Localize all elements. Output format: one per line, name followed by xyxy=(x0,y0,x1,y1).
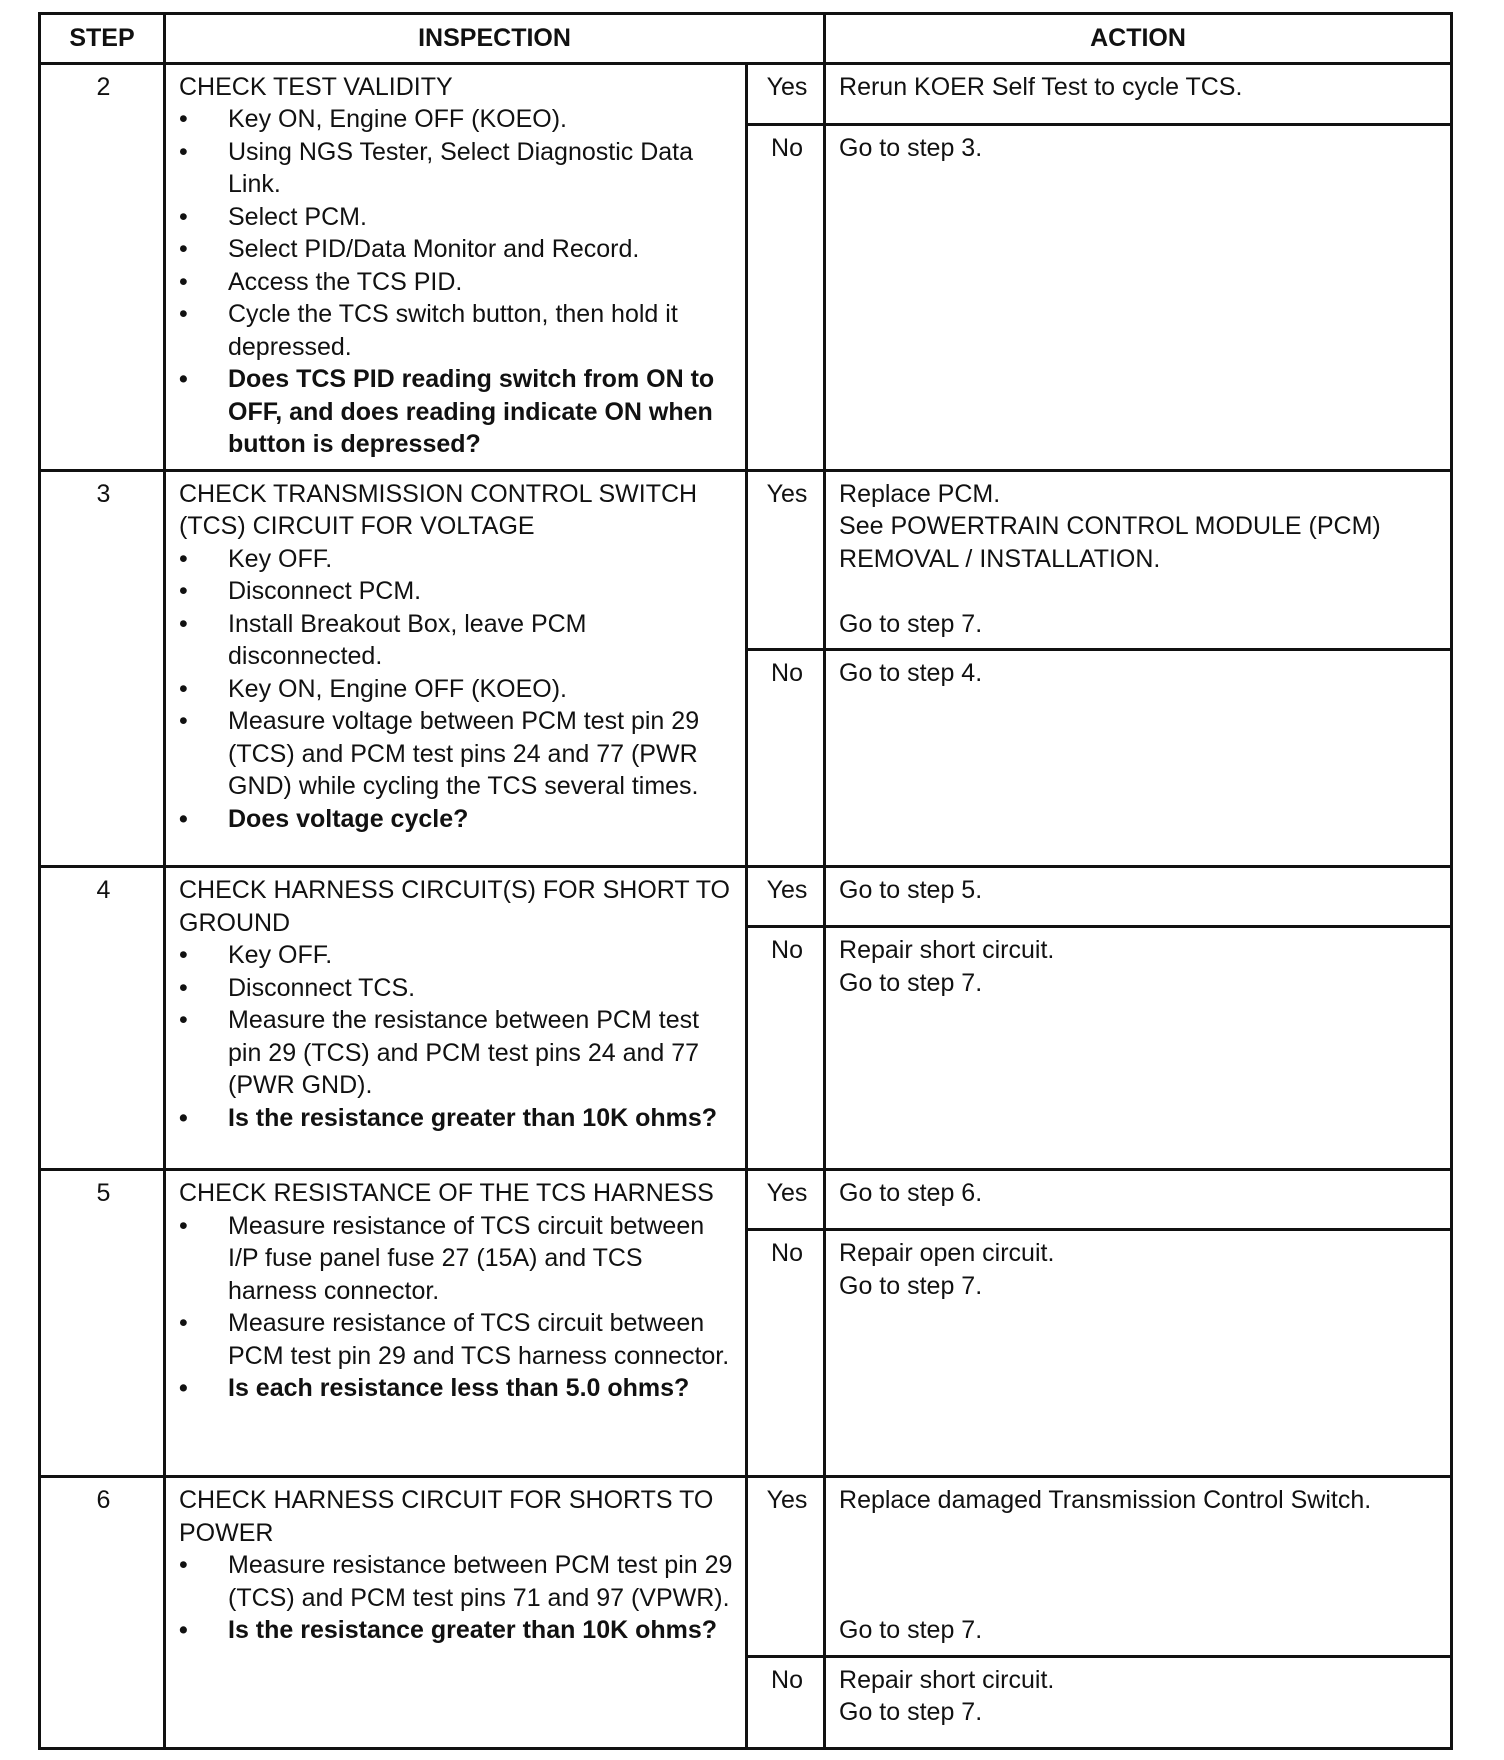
inspection-list xyxy=(179,939,735,1134)
inspection-cell xyxy=(165,1170,747,1477)
inspection-list xyxy=(179,103,735,461)
inspection-cell xyxy=(165,470,747,867)
header-inspection: INSPECTION xyxy=(165,14,825,64)
inspection-cell xyxy=(165,1477,747,1749)
answer-no: No xyxy=(747,1656,825,1748)
inspection-item: • Select PID/Data Monitor and Record. xyxy=(179,233,735,266)
step-number: 4 xyxy=(40,867,165,1170)
inspection-list xyxy=(179,1210,735,1405)
inspection-item: • Select PCM. xyxy=(179,201,735,234)
step-number: 2 xyxy=(40,63,165,470)
inspection-question: • Does voltage cycle? xyxy=(179,803,735,836)
inspection-question: • Is the resistance greater than 10K ohms? xyxy=(179,1614,735,1647)
inspection-item: • Measure resistance of TCS circuit between I/P fuse panel fuse 27 (15A) and TCS harness connector. xyxy=(179,1210,735,1308)
table-body xyxy=(40,63,1452,1748)
table-header-row xyxy=(40,14,1452,64)
answer-no: No xyxy=(747,650,825,867)
action-yes: Go to step 6. xyxy=(825,1170,1452,1230)
inspection-item: • Measure resistance between PCM test pin 29 (TCS) and PCM test pins 71 and 97 (VPWR). xyxy=(179,1549,735,1614)
diagnostic-page xyxy=(38,12,1453,1750)
step-number: 3 xyxy=(40,470,165,867)
inspection-item: • Install Breakout Box, leave PCM disconnected. xyxy=(179,608,735,673)
inspection-item: • Key OFF. xyxy=(179,939,735,972)
inspection-list xyxy=(179,1549,735,1647)
action-no: Repair short circuit. Go to step 7. xyxy=(825,1656,1452,1748)
action-no: Go to step 4. xyxy=(825,650,1452,867)
diagnostic-table xyxy=(38,12,1453,1750)
answer-no: No xyxy=(747,125,825,470)
action-yes: Replace PCM. See POWERTRAIN CONTROL MODULE (PCM) REMOVAL / INSTALLATION. Go to step 7. xyxy=(825,470,1452,650)
action-no: Repair short circuit. Go to step 7. xyxy=(825,927,1452,1170)
inspection-cell xyxy=(165,867,747,1170)
action-yes: Replace damaged Transmission Control Switch. Go to step 7. xyxy=(825,1477,1452,1657)
inspection-item: • Measure voltage between PCM test pin 29 (TCS) and PCM test pins 24 and 77 (PWR GND) while cycling the TCS several times. xyxy=(179,705,735,803)
table-row xyxy=(40,867,1452,927)
answer-no: No xyxy=(747,1230,825,1477)
inspection-item: • Cycle the TCS switch button, then hold it depressed. xyxy=(179,298,735,363)
inspection-item: • Key ON, Engine OFF (KOEO). xyxy=(179,673,735,706)
answer-yes: Yes xyxy=(747,1477,825,1657)
inspection-item: • Measure resistance of TCS circuit between PCM test pin 29 and TCS harness connector. xyxy=(179,1307,735,1372)
inspection-item: • Disconnect TCS. xyxy=(179,972,735,1005)
action-yes: Go to step 5. xyxy=(825,867,1452,927)
inspection-item: • Using NGS Tester, Select Diagnostic Data Link. xyxy=(179,136,735,201)
inspection-title: CHECK RESISTANCE OF THE TCS HARNESS xyxy=(179,1179,714,1207)
inspection-question: • Does TCS PID reading switch from ON to OFF, and does reading indicate ON when button is depressed? xyxy=(179,363,735,461)
answer-yes: Yes xyxy=(747,63,825,125)
table-row xyxy=(40,1477,1452,1657)
header-action: ACTION xyxy=(825,14,1452,64)
inspection-cell xyxy=(165,63,747,470)
table-row xyxy=(40,1170,1452,1230)
inspection-title: CHECK HARNESS CIRCUIT(S) FOR SHORT TO GROUND xyxy=(179,876,730,937)
answer-yes: Yes xyxy=(747,1170,825,1230)
inspection-item: • Disconnect PCM. xyxy=(179,575,735,608)
action-no: Go to step 3. xyxy=(825,125,1452,470)
inspection-item: • Measure the resistance between PCM test pin 29 (TCS) and PCM test pins 24 and 77 (PWR GND). xyxy=(179,1004,735,1102)
header-step: STEP xyxy=(40,14,165,64)
inspection-title: CHECK HARNESS CIRCUIT FOR SHORTS TO POWER xyxy=(179,1486,714,1547)
step-number: 6 xyxy=(40,1477,165,1749)
answer-yes: Yes xyxy=(747,867,825,927)
inspection-title: CHECK TRANSMISSION CONTROL SWITCH (TCS) CIRCUIT FOR VOLTAGE xyxy=(179,479,698,540)
action-no: Repair open circuit. Go to step 7. xyxy=(825,1230,1452,1477)
inspection-item: • Access the TCS PID. xyxy=(179,266,735,299)
action-yes: Rerun KOER Self Test to cycle TCS. xyxy=(825,63,1452,125)
inspection-item: • Key ON, Engine OFF (KOEO). xyxy=(179,103,735,136)
table-row xyxy=(40,63,1452,125)
inspection-question: • Is each resistance less than 5.0 ohms? xyxy=(179,1372,735,1405)
inspection-item: • Key OFF. xyxy=(179,543,735,576)
answer-yes: Yes xyxy=(747,470,825,650)
inspection-list xyxy=(179,543,735,836)
answer-no: No xyxy=(747,927,825,1170)
table-row xyxy=(40,470,1452,650)
step-number: 5 xyxy=(40,1170,165,1477)
inspection-title: CHECK TEST VALIDITY xyxy=(179,72,453,101)
inspection-question: • Is the resistance greater than 10K ohms? xyxy=(179,1102,735,1135)
